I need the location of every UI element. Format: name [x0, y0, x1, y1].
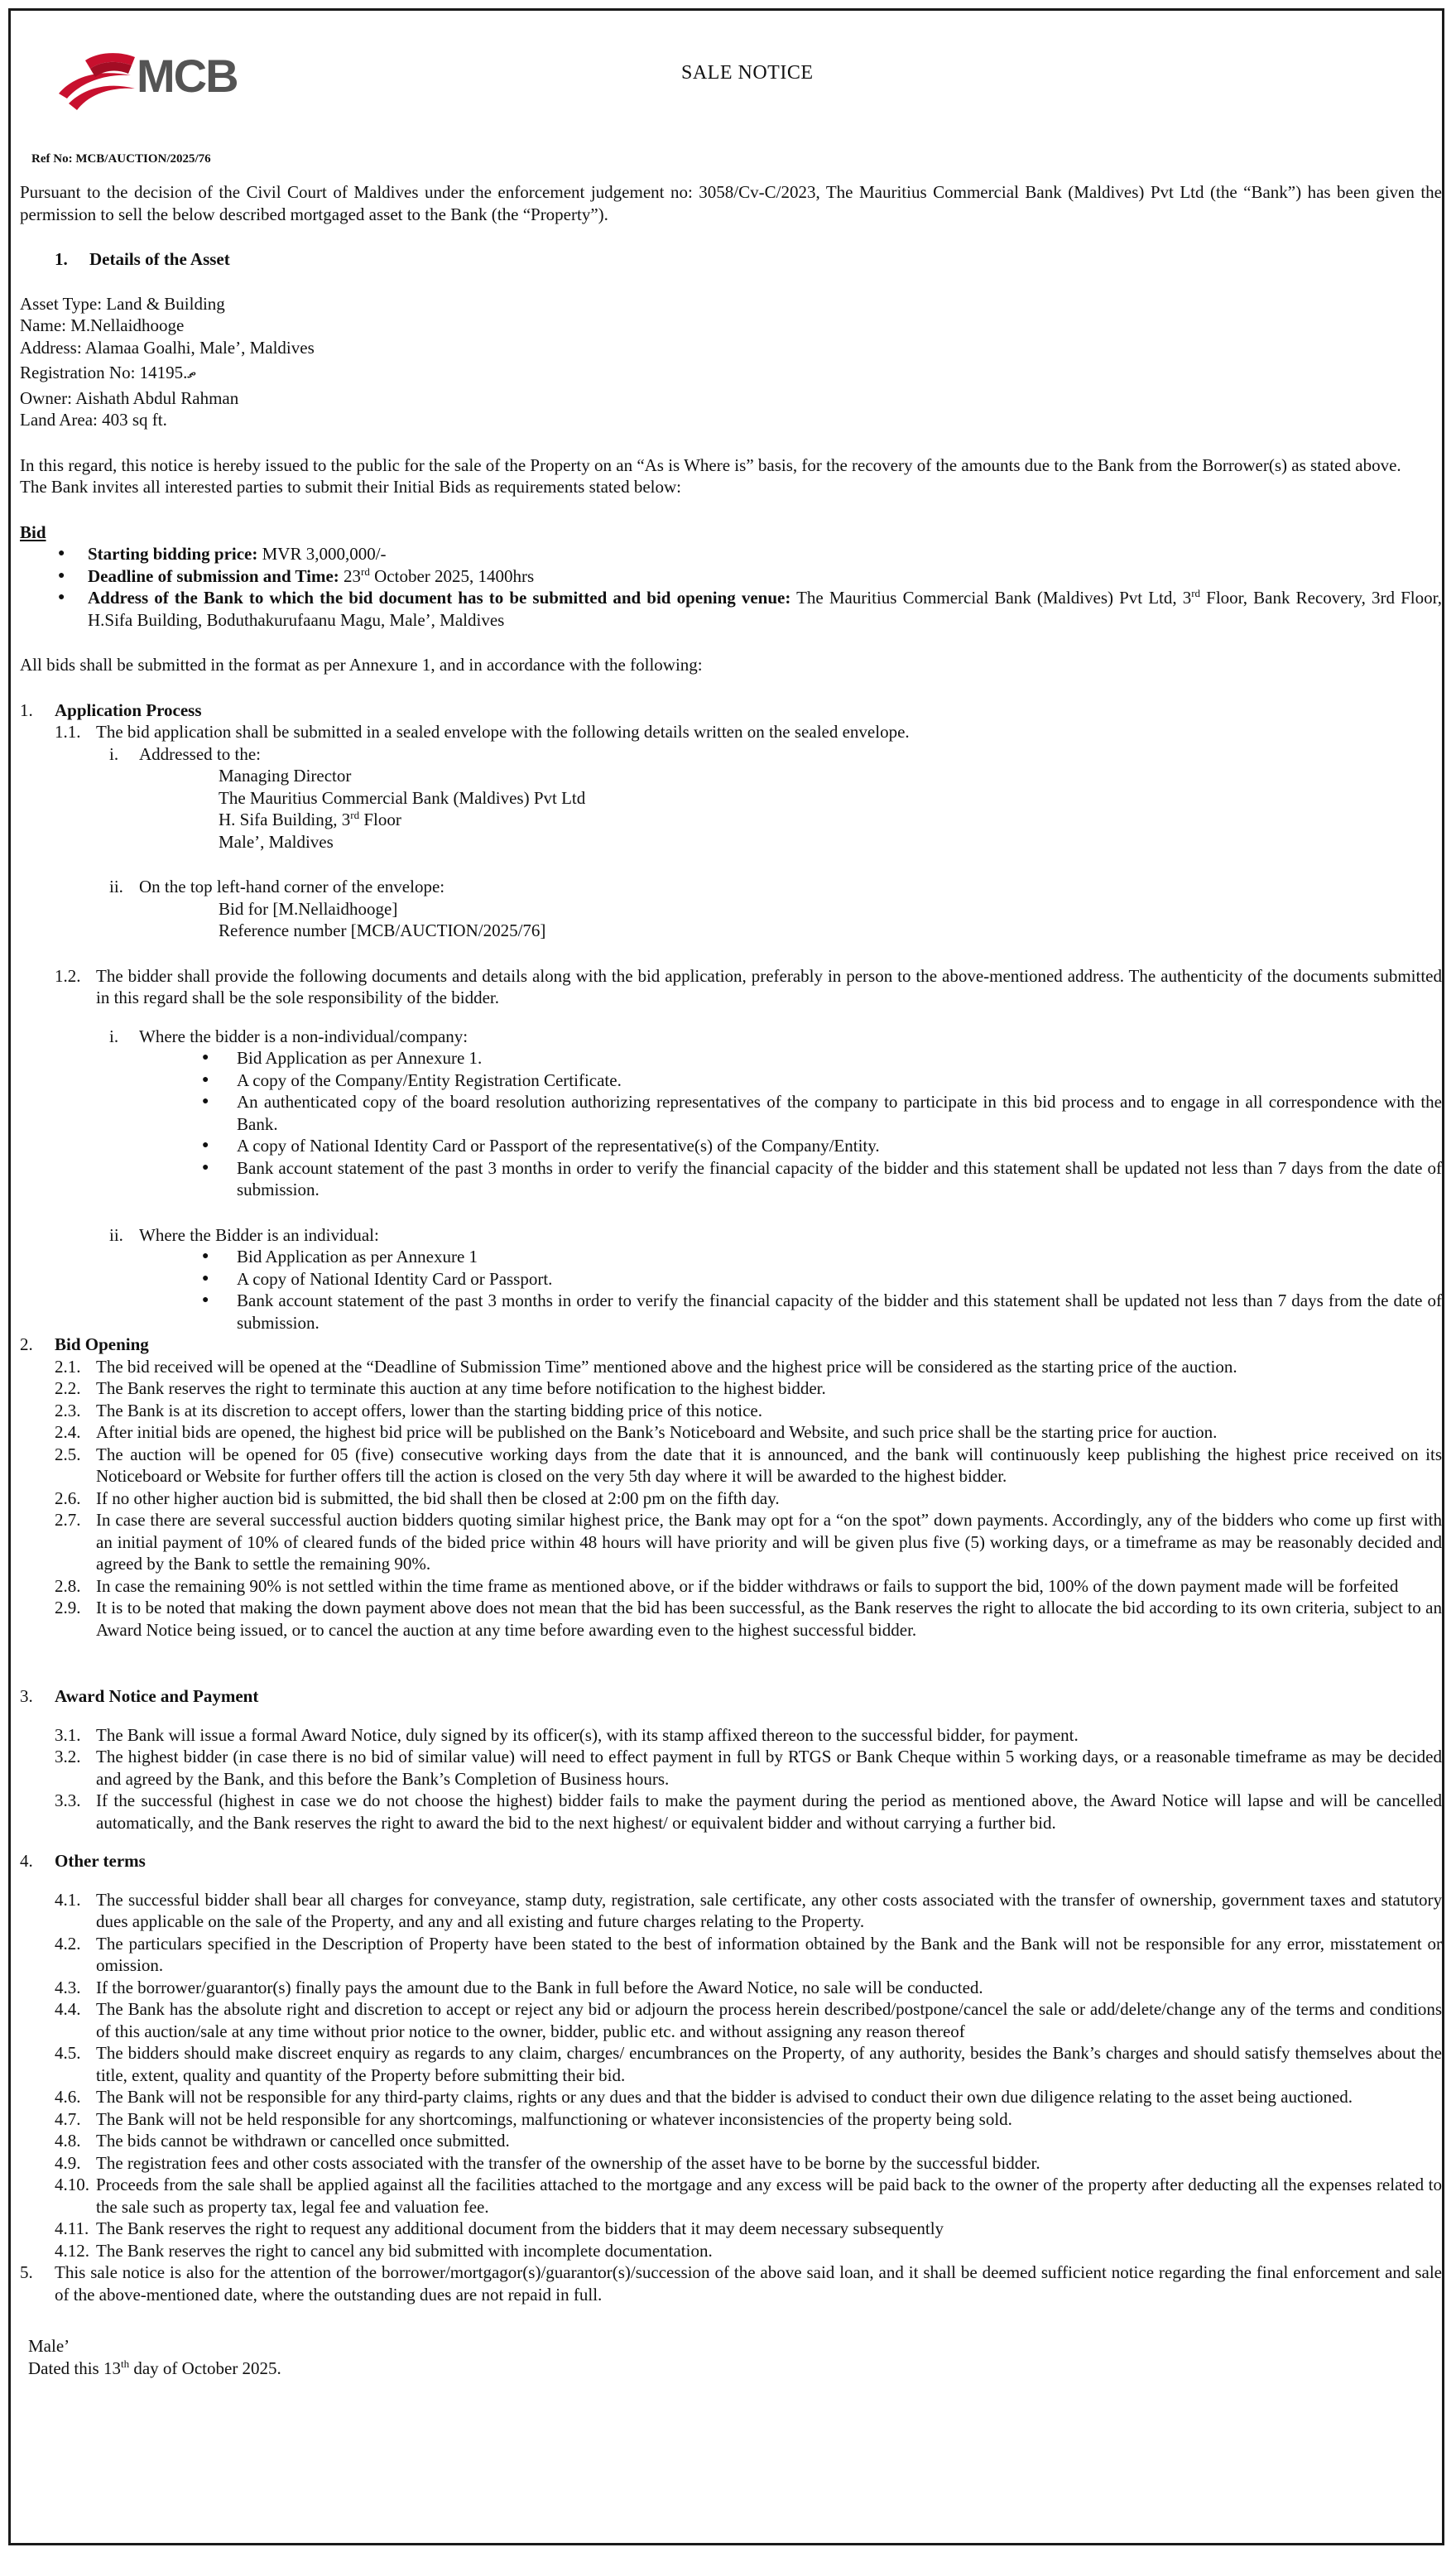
item-text: On the top left-hand corner of the envelope:: [139, 877, 445, 896]
asset-name: Name: M.Nellaidhooge: [20, 315, 185, 335]
section-4-heading: [20, 1850, 1442, 1872]
list-item: [20, 1724, 1442, 1747]
list-item: [20, 2174, 1442, 2218]
section-4-title: Other terms: [55, 1851, 146, 1871]
deadline-item: [20, 565, 1442, 588]
addressee-line: Male’, Maldives: [219, 831, 334, 852]
item-number: 4.5.: [55, 2043, 81, 2063]
list-item: [20, 1488, 1442, 1510]
mcb-logo-icon: [52, 44, 143, 118]
address-a: The Mauritius Commercial Bank (Maldives) Pvt Ltd, 3: [796, 588, 1192, 608]
section-4-items: [20, 1889, 1442, 2262]
section-1-number: 1.: [20, 699, 33, 720]
item-number: 4.4.: [55, 1999, 81, 2019]
invite-paragraph: The Bank invites all interested parties to submit their Initial Bids as requirements stated below:: [20, 477, 681, 497]
item-number: 2.9.: [55, 1598, 81, 1617]
list-item: [20, 2108, 1442, 2131]
item-number: 4.11.: [55, 2218, 89, 2238]
section-4-number: 4.: [20, 1851, 33, 1871]
item-text: In case there are several successful auction bidders quoting similar highest price, the Bank may opt for a “on the spot” down payments. Accordingly, any of the bidders who come up first with an initial payment of 10% of cleared funds of the bided price within 48 hours will have priority and will be given plus five (5) working days, or a timeframe as may be reasonably decided and agreed by the Bank to settle the remaining 90%.: [96, 1510, 1442, 1574]
list-item: [20, 1421, 1442, 1444]
list-item: [20, 1933, 1442, 1977]
all-bids-paragraph: All bids shall be submitted in the format as per Annexure 1, and in accordance with the following:: [20, 655, 703, 675]
item-text: The successful bidder shall bear all charges for conveyance, stamp duty, registration, sale certificate, any other costs associated with the transfer of ownership, government taxes and statutory dues applicable on the sale of the Property, and any and all existing and future charges relating to the Property.: [96, 1889, 1442, 1931]
dated-prefix: Dated this 13: [28, 2358, 121, 2378]
section-2-title: Bid Opening: [55, 1334, 149, 1354]
item-text: The Bank reserves the right to request any additional document from the bidders that it may deem necessary subsequently: [96, 2218, 944, 2238]
item-number: 1.1.: [55, 722, 81, 742]
list-item: ● An authenticated copy of the board resolution authorizing representatives of the company to participate in this bid process and to engage in all correspondence with the Bank.: [20, 1091, 1442, 1135]
item-text: The bidders should make discreet enquiry as regards to any claim, charges/ encumbrances on the Property, of any authority, besides the Bank’s charges and should satisfy themselves about the title, extent, quality and quantity of the Property before submitting their bid.: [96, 2043, 1442, 2085]
item-text: Where the Bidder is an individual:: [139, 1224, 379, 1245]
section-2-items: [20, 1356, 1442, 1641]
starting-price-label: Starting bidding price:: [88, 544, 258, 564]
deadline-sup: rd: [361, 565, 370, 578]
item-number: 4.7.: [55, 2108, 81, 2129]
list-item: [20, 1790, 1442, 1834]
addressee-building: H. Sifa Building, 3: [219, 810, 351, 829]
asset-heading-text: Details of the Asset: [89, 249, 230, 269]
list-item: [20, 1377, 1442, 1400]
asset-address: Address: Alamaa Goalhi, Male’, Maldives: [20, 337, 315, 358]
envelope-line: Bid for [M.Nellaidhooge]: [219, 898, 398, 919]
item-text: The Bank will issue a formal Award Notice, duly signed by its officer(s), with its stamp affixed thereon to the successful bidder, for payment.: [96, 1724, 1079, 1745]
item-1-1-i: [20, 743, 1442, 766]
item-number: i.: [109, 1026, 119, 1046]
addressee-line: [219, 809, 1442, 831]
addressee-line: The Mauritius Commercial Bank (Maldives) Pvt Ltd: [219, 787, 586, 808]
list-item: [20, 1889, 1442, 1933]
sale-notice-page: [8, 8, 1444, 2545]
asset-type: Asset Type: Land & Building: [20, 293, 225, 314]
item-number: 4.10.: [55, 2175, 89, 2194]
list-item: [20, 2130, 1442, 2152]
item-number: 2.8.: [55, 1575, 81, 1596]
item-1-2: [20, 965, 1442, 1009]
bid-list: [20, 543, 1442, 631]
list-item: [20, 1597, 1442, 1641]
item-number: 1.2.: [55, 965, 81, 986]
signature-block: [20, 2335, 1442, 2379]
list-item: [20, 1575, 1442, 1598]
list-item: [20, 1998, 1442, 2042]
envelope-block: [20, 898, 1442, 942]
item-text: If the borrower/guarantor(s) finally pays the amount due to the Bank in full before the Award Notice, no sale will be conducted.: [96, 1977, 983, 1997]
list-item: [20, 1444, 1442, 1488]
list-item: ● A copy of National Identity Card or Passport of the representative(s) of the Company/Entity.: [20, 1135, 1442, 1157]
item-number: 4.9.: [55, 2152, 81, 2173]
item-text: The Bank has the absolute right and discretion to accept or reject any bid or adjourn the process herein described/postpone/cancel the sale or add/delete/change any of the terms and conditions of this auction/sale at any time without prior notice to the owner, bidder, public etc. and without assigning any reason thereof: [96, 1999, 1442, 2041]
item-number: ii.: [109, 1224, 123, 1245]
list-item: [20, 1977, 1442, 1999]
list-item: ● Bank account statement of the past 3 months in order to verify the financial capacity of the bidder and this statement shall be updated not less than 7 days from the date of submission.: [20, 1157, 1442, 1201]
item-text: If no other higher auction bid is submitted, the bid shall then be closed at 2:00 pm on the fifth day.: [96, 1488, 780, 1508]
item-1-2-ii: [20, 1224, 1442, 1247]
item-text: The Bank will not be responsible for any third-party claims, rights or any dues and that the bidder is advised to conduct their own due diligence relating to the asset being auctioned.: [96, 2087, 1353, 2107]
asset-registration: Registration No: 14195.ތ: [20, 363, 196, 382]
list-item: ● A copy of the Company/Entity Registration Certificate.: [20, 1069, 1442, 1092]
asset-owner: Owner: Aishath Abdul Rahman: [20, 387, 239, 408]
item-text: The registration fees and other costs associated with the transfer of the ownership of the asset have to be borne by the successful bidder.: [96, 2152, 1040, 2173]
item-text: The highest bidder (in case there is no bid of similar value) will need to effect payment in full by RTGS or Bank Cheque within 5 working days, or a reasonable timeframe as may be decided and agreed by the Bank, and this before the Bank’s Completion of Business hours.: [96, 1747, 1442, 1789]
item-number: 3.3.: [55, 1790, 81, 1810]
section-5-text: This sale notice is also for the attention of the borrower/mortgagor(s)/guarantor(s)/succession of the above said loan, and it shall be deemed sufficient notice regarding the final enforcement and sale of the above-mentioned date, where the outstanding dues are not repaid in full.: [55, 2262, 1442, 2305]
section-3-items: [20, 1724, 1442, 1834]
item-number: i.: [109, 743, 119, 764]
item-text: If the successful (highest in case we do not choose the highest) bidder fails to make the payment during the period as mentioned above, the Award Notice will lapse and will be cancelled automatically, and the Bank reserves the right to award the bid to the next highest/ or equivalent bidder and without carrying a further bid.: [96, 1790, 1442, 1833]
item-text: In case the remaining 90% is not settled within the time frame as mentioned above, or if the bidder withdraws or fails to support the bid, 100% of the down payment made will be forfeited: [96, 1575, 1399, 1596]
section-3-number: 3.: [20, 1686, 33, 1706]
list-item: ● A copy of National Identity Card or Passport.: [20, 1268, 1442, 1291]
list-item: [20, 2042, 1442, 2086]
item-number: 4.1.: [55, 1889, 81, 1910]
intro-paragraph: Pursuant to the decision of the Civil Court of Maldives under the enforcement judgement no: 3058/Cv-C/2023, The Mauritius Commercial Bank (Maldives) Pvt Ltd (the “Bank”) has been given the permission to sell the below described mortgaged asset to the Bank (the “Property”).: [20, 182, 1442, 224]
item-number: 2.5.: [55, 1444, 81, 1464]
item-text: After initial bids are opened, the highest bid price will be published on the Bank’s Noticeboard and Website, and such price shall be the starting price for auction.: [96, 1422, 1218, 1442]
item-text: The Bank is at its discretion to accept offers, lower than the starting bidding price of this notice.: [96, 1400, 762, 1420]
deadline-label: Deadline of submission and Time:: [88, 565, 339, 586]
asset-details: [20, 293, 1442, 431]
addressee-sup: rd: [350, 809, 360, 821]
section-1-heading: [20, 699, 1442, 722]
item-number: 4.8.: [55, 2131, 81, 2151]
item-number: ii.: [109, 877, 123, 896]
item-text: Proceeds from the sale shall be applied against all the facilities attached to the mortgage and any excess will be paid back to the owner of the property after deducting all the expenses related to the sale such as property tax, legal fee and valuation fee.: [96, 2175, 1442, 2217]
list-item: [20, 2086, 1442, 2108]
item-1-1: [20, 721, 1442, 743]
address-item: [20, 587, 1442, 631]
item-text: The bids cannot be withdrawn or cancelled once submitted.: [96, 2131, 510, 2151]
section-1-title: Application Process: [55, 699, 202, 720]
section-3-title: Award Notice and Payment: [55, 1686, 259, 1706]
list-item: [20, 1400, 1442, 1422]
deadline-rest: October 2025, 1400hrs: [374, 565, 535, 586]
item-number: 2.1.: [55, 1356, 81, 1377]
addressee-block: [20, 765, 1442, 853]
item-number: 4.2.: [55, 1933, 81, 1954]
company-docs-list: [20, 1047, 1442, 1201]
item-text: Where the bidder is a non-individual/company:: [139, 1026, 469, 1046]
item-number: 2.4.: [55, 1422, 81, 1442]
asset-heading: [20, 248, 1442, 271]
address-b: Floor, Bank Recovery, 3rd Floor, H.Sifa Building, Boduthakurufaanu Magu, Male’, Maldives: [88, 588, 1442, 630]
logo-wordmark: MCB: [137, 50, 238, 102]
notice-body: [20, 181, 1442, 2379]
item-number: 2.2.: [55, 1378, 81, 1398]
item-number: 4.3.: [55, 1977, 81, 1997]
starting-price-item: [20, 543, 1442, 565]
address-label: Address of the Bank to which the bid document has to be submitted and bid opening venue:: [88, 588, 791, 608]
item-1-2-i: [20, 1026, 1442, 1048]
item-text: The bid received will be opened at the “Deadline of Submission Time” mentioned above and the highest price will be considered as the starting price of the auction.: [96, 1356, 1237, 1377]
starting-price-value: MVR 3,000,000/-: [262, 544, 387, 564]
list-item: ● Bid Application as per Annexure 1.: [20, 1047, 1442, 1069]
addressee-floor: Floor: [363, 810, 401, 829]
addressee-line: Managing Director: [219, 766, 352, 786]
list-item: [20, 1509, 1442, 1575]
section-2-heading: [20, 1334, 1442, 1356]
section-3-heading: [20, 1685, 1442, 1708]
list-item: ● Bid Application as per Annexure 1: [20, 1246, 1442, 1268]
item-number: 3.1.: [55, 1724, 81, 1745]
item-number: 2.7.: [55, 1510, 81, 1530]
item-number: 4.12.: [55, 2240, 89, 2261]
list-item: [20, 2152, 1442, 2175]
item-text: It is to be noted that making the down payment above does not mean that the bid has been successful, as the Bank reserves the right to allocate the bid according to its own criteria, subject to an Award Notice being issued, or to cancel the auction at any time before awarding even to the highest successful bidder.: [96, 1598, 1442, 1640]
list-item: [20, 2240, 1442, 2262]
item-text: The bid application shall be submitted in a sealed envelope with the following details written on the sealed envelope.: [96, 722, 910, 742]
item-number: 4.6.: [55, 2087, 81, 2107]
item-number: 3.2.: [55, 1747, 81, 1766]
item-text: The Bank reserves the right to terminate this auction at any time before notification to the highest bidder.: [96, 1378, 826, 1398]
asset-heading-number: 1.: [55, 249, 68, 269]
deadline-day: 23: [344, 565, 362, 586]
item-text: The bidder shall provide the following documents and details along with the bid application, preferably in person to the above-mentioned address. The authenticity of the documents submitted in this regard shall be the sole responsibility of the bidder.: [96, 965, 1442, 1007]
section-2-number: 2.: [20, 1334, 33, 1354]
item-text: The auction will be opened for 05 (five) consecutive working days from the date that it is announced, and the bank will continuously keep publishing the highest price received on its Noticeboard or Website for further offers till the action is closed on the very 5th day where it will be awarded to the highest bidder.: [96, 1444, 1442, 1486]
dated-line: [28, 2358, 1442, 2380]
list-item: [20, 2218, 1442, 2240]
list-item: [20, 1356, 1442, 1378]
item-1-1-ii: [20, 876, 1442, 898]
dated-suffix: day of October 2025.: [133, 2358, 281, 2378]
page-title: SALE NOTICE: [681, 62, 814, 84]
envelope-line: Reference number [MCB/AUCTION/2025/76]: [219, 920, 546, 940]
item-number: 2.3.: [55, 1400, 81, 1420]
list-item: [20, 1746, 1442, 1790]
mcb-logo: [52, 44, 251, 118]
section-5-number: 5.: [20, 2262, 33, 2282]
section-5: [20, 2261, 1442, 2305]
asset-land-area: Land Area: 403 sq ft.: [20, 410, 167, 430]
list-item: ● Bank account statement of the past 3 months in order to verify the financial capacity of the bidder and this statement shall be updated not less than 7 days from the date of submission.: [20, 1290, 1442, 1334]
item-number: 2.6.: [55, 1488, 81, 1508]
dated-sup: th: [120, 2357, 130, 2370]
item-text: The Bank will not be held responsible for any shortcomings, malfunctioning or whatever inconsistencies of the property being sold.: [96, 2108, 1012, 2129]
item-text: Addressed to the:: [139, 743, 261, 764]
place: Male’: [28, 2336, 70, 2356]
address-sup: rd: [1191, 587, 1201, 599]
item-text: The Bank reserves the right to cancel any bid submitted with incomplete documentation.: [96, 2240, 713, 2261]
item-text: The particulars specified in the Description of Property have been stated to the best of information obtained by the Bank and the Bank will not be responsible for any error, misstatement or omission.: [96, 1933, 1442, 1975]
individual-docs-list: [20, 1246, 1442, 1334]
bid-heading: Bid: [20, 521, 46, 542]
regard-paragraph: In this regard, this notice is hereby issued to the public for the sale of the Property on an “As is Where is” basis, for the recovery of the amounts due to the Bank from the Borrower(s) as stated above.: [20, 454, 1401, 475]
reference-number: Ref No: MCB/AUCTION/2025/76: [31, 152, 211, 166]
